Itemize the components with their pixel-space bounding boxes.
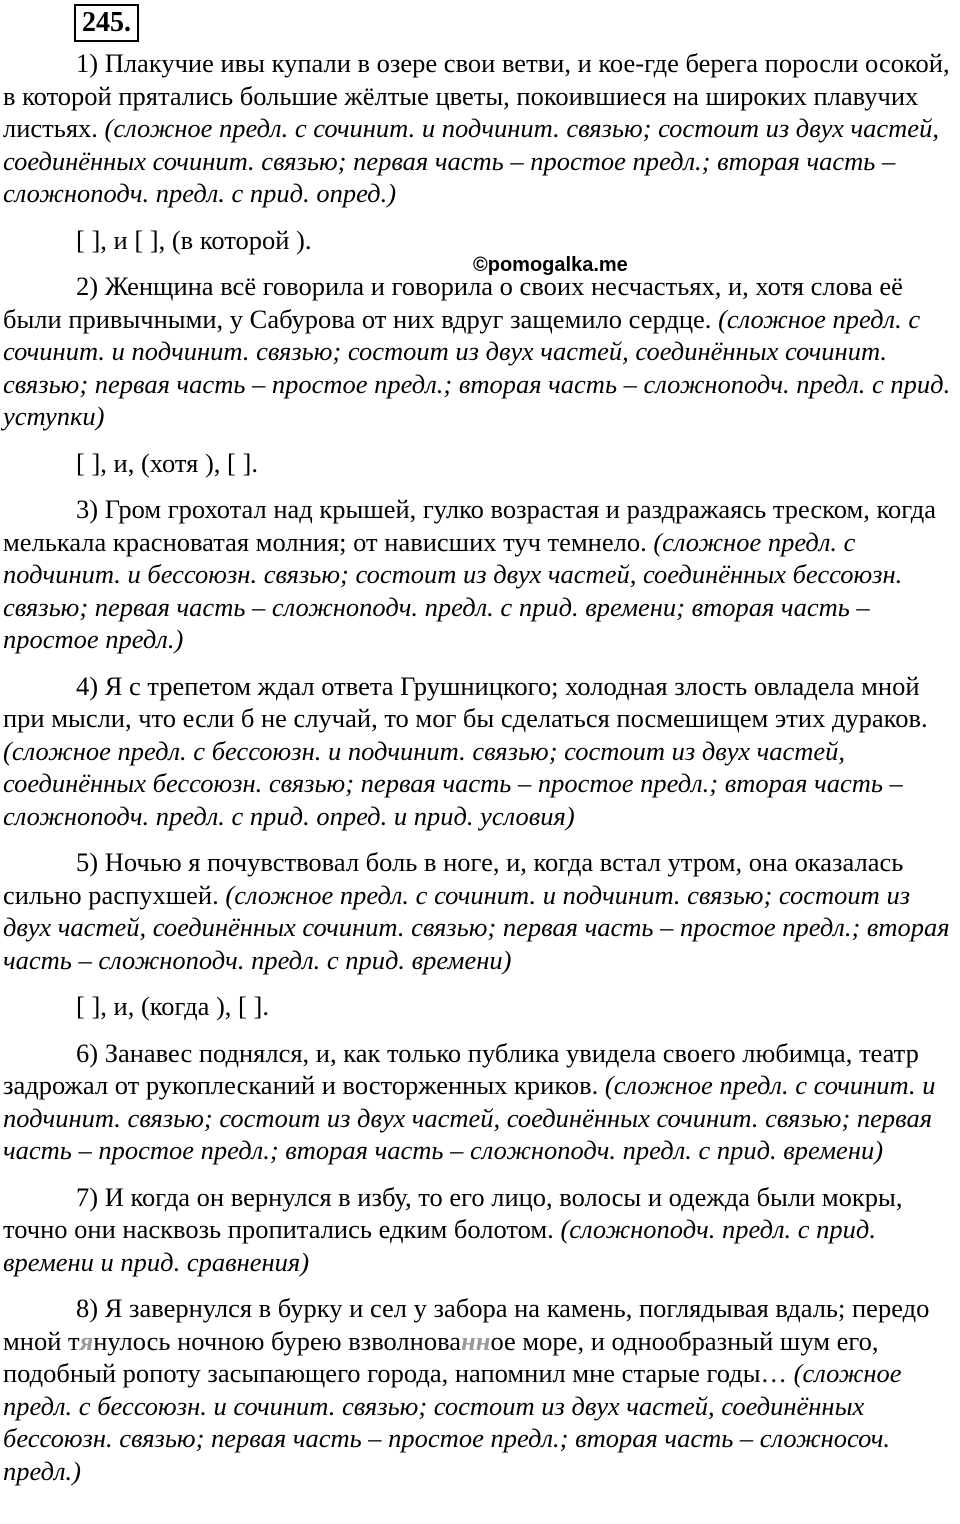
item-4-text: 4) Я с трепетом ждал ответа Грушницкого; холодная злость овладела мной при мысли, что если б не случай, то мог бы сделаться посмешищем этих дураков. [3, 670, 928, 733]
item-1 [3, 47, 960, 210]
item-1-scheme: [ ], и [ ], (в которой ). [76, 224, 312, 255]
item-3-text: 3) Гром грохотал над крышей, гулко возрастая и раздражаясь треском, когда мелькала красноватая молния; от нависших туч темнело. [3, 494, 937, 557]
item-8 [3, 1292, 960, 1487]
item-8-text-b: нулось ночною бурею взволнова [93, 1325, 462, 1356]
item-2 [3, 270, 960, 433]
item-7 [3, 1181, 960, 1279]
item-6-text: 6) Занавес поднялся, и, как только публика увидела своего любимца, театр задрожал от рукоплесканий и восторженных криков. [3, 1037, 919, 1100]
item-7-note: (сложноподч. предл. с прид. времени и прид. сравнения) [3, 1214, 876, 1277]
item-3-note: (сложное предл. с подчинит. и бессоюзн. связью; состоит из двух частей, соединённых бессоюзн. связью; первая часть – сложноподч. предл. с прид. времени; вторая часть – простое предл.) [3, 526, 903, 654]
item-8-text-a: 8) Я завернулся в бурку и сел у забора на камень, поглядывая вдаль; передо мной т [3, 1293, 930, 1356]
item-6 [3, 1037, 960, 1167]
item-6-note: (сложное предл. с сочинит. и подчинит. связью; состоит из двух частей, соединённых сочинит. связью; первая часть – простое предл.; вторая часть – сложноподч. предл. с прид. времени) [3, 1070, 936, 1165]
item-8-highlight-b: нн [461, 1325, 491, 1356]
item-8-note: (сложное предл. с бессоюзн. и сочинит. связью; состоит из двух частей, соединённых бессоюзн. связью; первая часть – простое предл.; вторая часть – сложносоч. предл.) [3, 1358, 902, 1486]
item-1-text: 1) Плакучие ивы купали в озере свои ветви, и кое-где берега поросли осокой, в которой прятались большие жёлтые цветы, покоившиеся на широких плавучих листьях. [3, 48, 950, 143]
item-4 [3, 670, 960, 833]
item-5-scheme: [ ], и, (когда ), [ ]. [76, 991, 269, 1021]
item-2-note: (сложное предл. с сочинит. и подчинит. связью; состоит из двух частей, соединённых сочинит. связью; первая часть – простое предл.; вторая часть – сложноподч. предл. с прид. уступки) [3, 303, 951, 431]
item-5-text: 5) Ночью я почувствовал боль в ноге, и, когда встал утром, она оказалась сильно распухшей. [3, 847, 904, 910]
item-4-note: (сложное предл. с бессоюзн. и подчинит. связью; состоит из двух частей, соединённых бессоюзн. связью; первая часть – простое предл.; вторая часть – сложноподч. предл. с прид. опред. и прид. условия) [3, 735, 903, 831]
item-5-note: (сложное предл. с сочинит. и подчинит. связью; состоит из двух частей, соединённых сочинит. связью; первая часть – простое предл.; вторая часть – сложноподч. предл. с прид. времени) [3, 879, 950, 975]
item-8-text-c: ое море, и однообразный шум его, подобный ропоту засыпающего города, напомнил мне старые годы… [3, 1325, 879, 1388]
item-2-text: 2) Женщина всё говорила и говорила о своих несчастьях, и, хотя слова её были привычными, у Сабурова от них вдруг защемило сердце. [3, 271, 903, 334]
exercise-text [3, 47, 960, 1501]
item-3 [3, 493, 960, 656]
watermark: ©pomogalka.me [473, 254, 628, 276]
exercise-number: 245. [74, 4, 139, 42]
item-8-highlight-a: я [79, 1325, 94, 1356]
item-5 [3, 846, 960, 976]
item-7-text: 7) И когда он вернулся в избу, то его лицо, волосы и одежда были мокры, точно они насквозь пропитались едким болотом. [3, 1181, 903, 1244]
item-1-note: (сложное предл. с сочинит. и подчинит. связью; состоит из двух частей, соединённых сочинит. связью; первая часть – простое предл.; вторая часть – сложноподч. предл. с прид. опред.) [3, 113, 939, 208]
item-2-scheme: [ ], и, (хотя ), [ ]. [76, 447, 258, 478]
